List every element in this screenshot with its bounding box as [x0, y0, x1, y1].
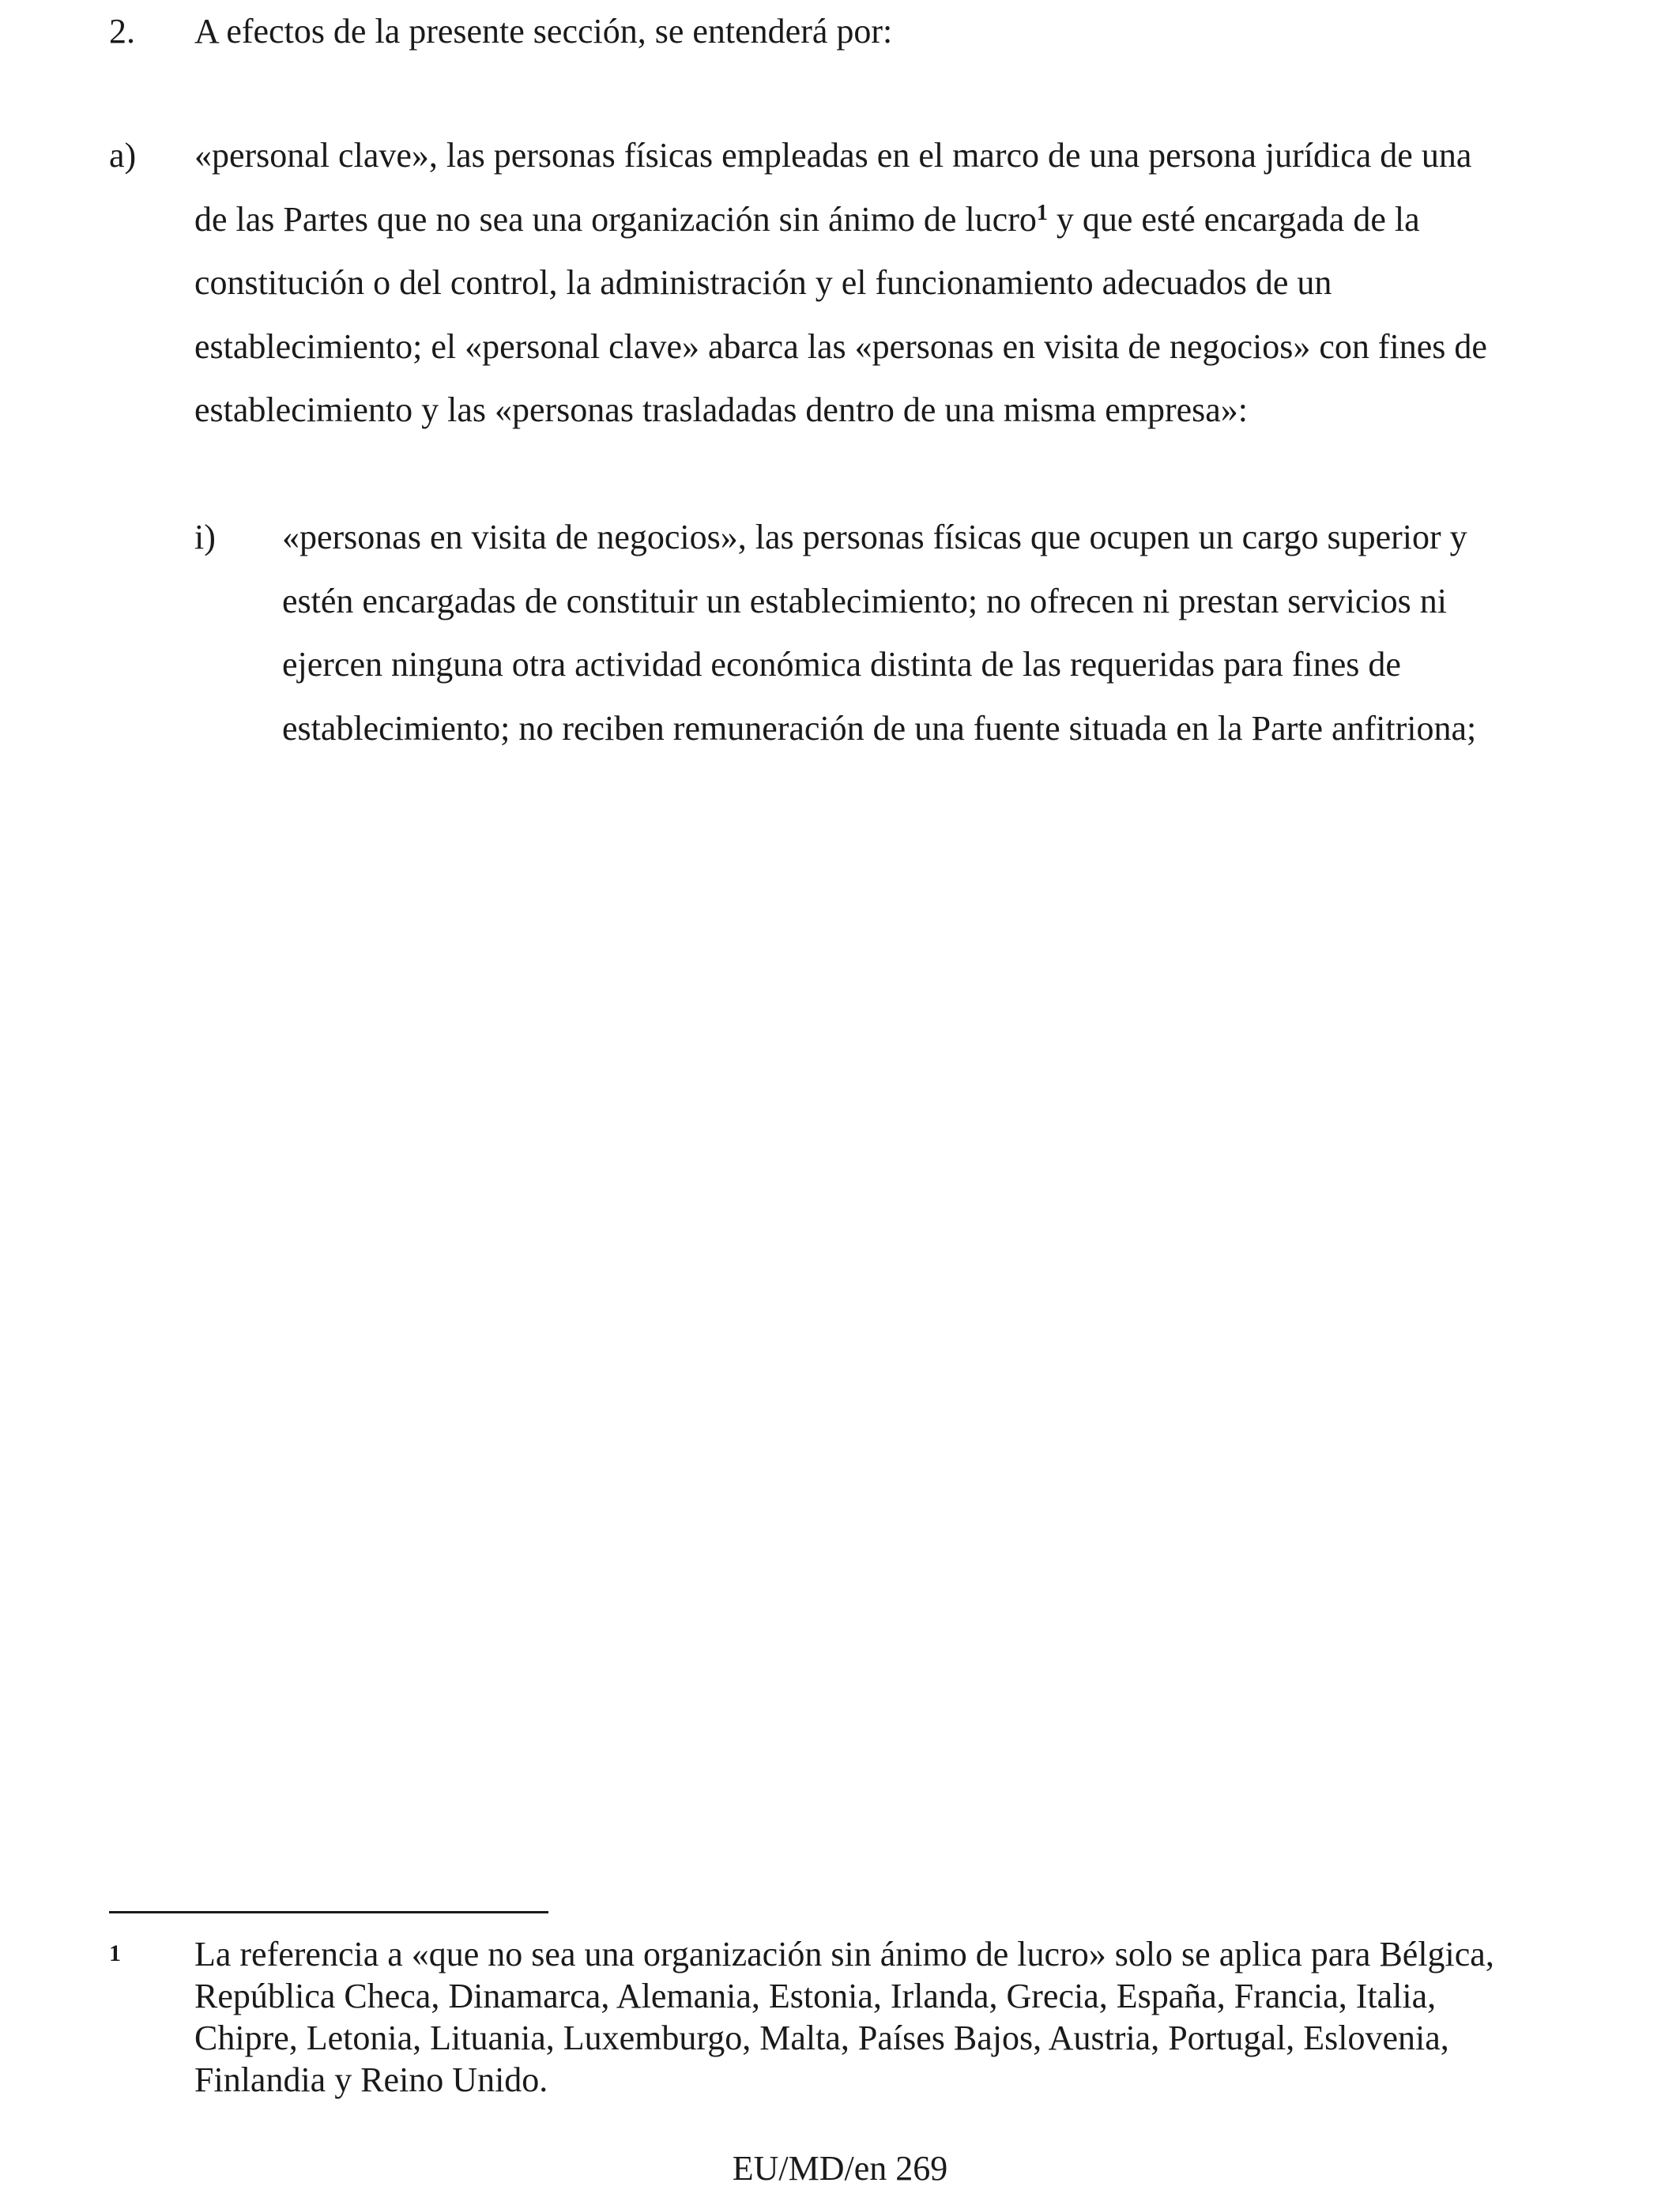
- item-a-line-3: constitución o del control, la administración y el funcionamiento adecuados de un: [194, 263, 1332, 302]
- item-a-line-2-start: de las Partes que no sea una organización sin ánimo de lucro: [194, 199, 1037, 239]
- item-i-body: [282, 506, 1625, 760]
- footnote-line-4: Finlandia y Reino Unido.: [194, 2060, 548, 2099]
- item-a-line-1: «personal clave», las personas físicas empleadas en el marco de una persona jurídica de una: [194, 136, 1472, 175]
- item-number: 2.: [109, 12, 135, 51]
- item-i-line-2: estén encargadas de constituir un establecimiento; no ofrecen ni prestan servicios ni: [282, 581, 1447, 620]
- footnote-line-2: República Checa, Dinamarca, Alemania, Estonia, Irlanda, Grecia, España, Francia, Italia,: [194, 1977, 1437, 2015]
- footnote-number: 1: [109, 1940, 121, 1966]
- item-i-line-4: establecimiento; no reciben remuneración de una fuente situada en la Parte anfitriona;: [282, 708, 1477, 748]
- item-a-line-4: establecimiento; el «personal clave» abarca las «personas en visita de negocios» con fines de: [194, 326, 1487, 366]
- item-label-i: i): [194, 518, 216, 556]
- footnote-separator: [109, 1911, 548, 1913]
- footnote-text: [194, 1933, 1585, 2101]
- footnote-line-3: Chipre, Letonia, Lituania, Luxemburgo, Malta, Países Bajos, Austria, Portugal, Eslovenia,: [194, 2019, 1449, 2057]
- item-text: A efectos de la presente sección, se entenderá por:: [194, 12, 893, 51]
- item-label-a: a): [109, 136, 137, 175]
- item-a-body: [194, 124, 1617, 443]
- item-a-line-5: establecimiento y las «personas trasladadas dentro de una misma empresa»:: [194, 390, 1249, 429]
- page-footer: EU/MD/en 269: [732, 2149, 948, 2188]
- item-a-line-2: [194, 188, 1617, 252]
- item-i-line-1: «personas en visita de negocios», las personas físicas que ocupen un cargo superior y: [282, 518, 1467, 556]
- footnote-line-1: La referencia a «que no sea una organización sin ánimo de lucro» solo se aplica para Bélgica,: [194, 1935, 1494, 1973]
- footnote-reference[interactable]: 1: [1036, 200, 1048, 225]
- item-a-line-2-end: y que esté encargada de la: [1047, 199, 1420, 239]
- item-i-line-3: ejercen ninguna otra actividad económica distinta de las requeridas para fines de: [282, 645, 1401, 684]
